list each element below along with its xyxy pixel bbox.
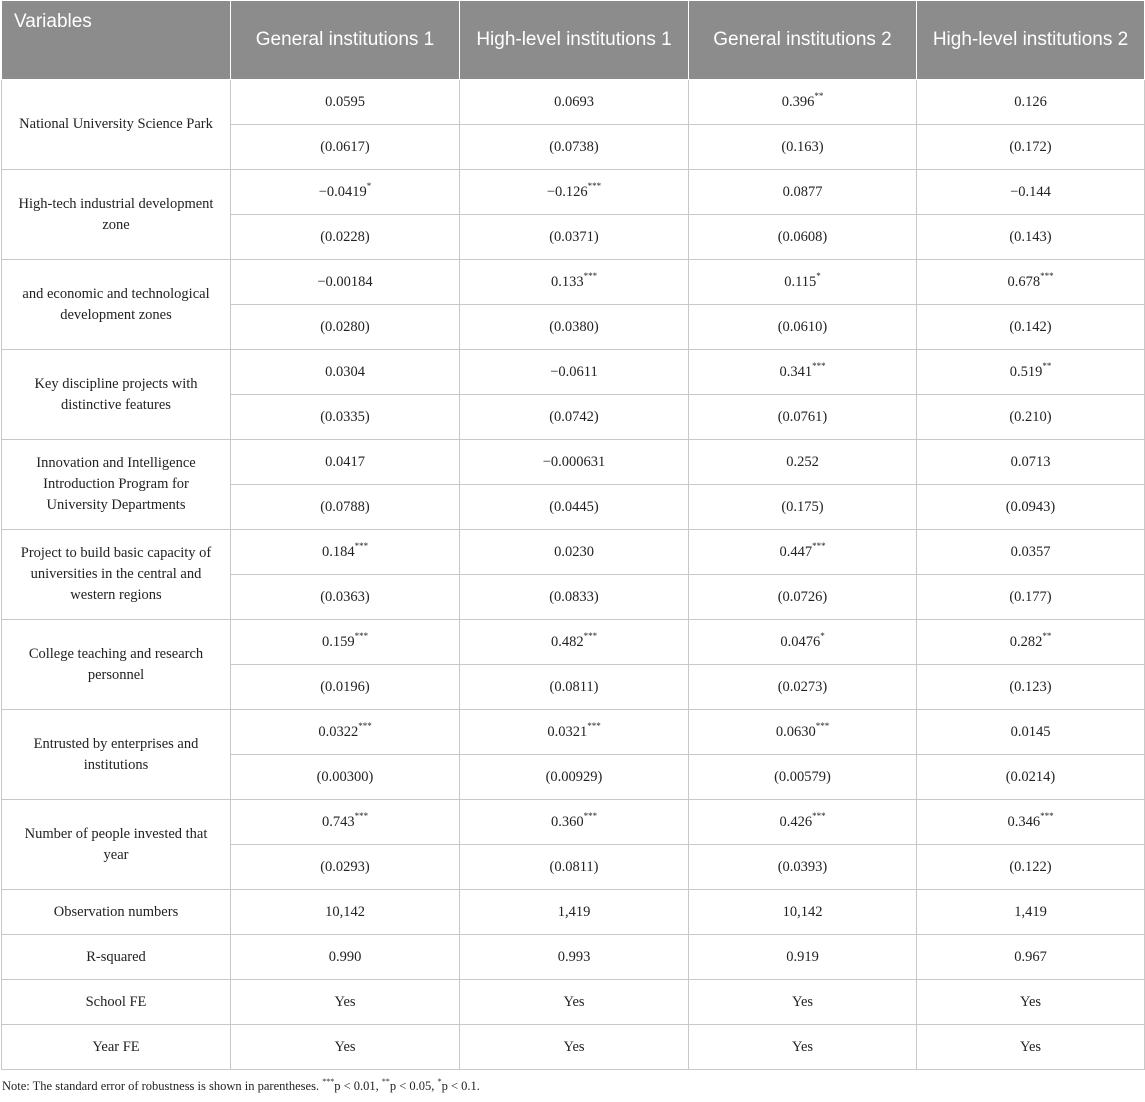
coefficient-value: 0.282 [1009, 633, 1043, 650]
coefficient-value: 0.0693 [554, 93, 594, 110]
standard-error-cell: (0.122) [917, 845, 1145, 890]
significance-stars: *** [1040, 270, 1054, 281]
coefficient-cell [460, 530, 689, 575]
coefficient-value: 0.252 [786, 453, 819, 470]
significance-stars: ** [1042, 630, 1052, 641]
coefficient-value: −0.0611 [550, 363, 598, 380]
standard-error-cell: (0.0811) [460, 665, 689, 710]
coefficient-value: −0.126 [546, 183, 588, 200]
standard-error-cell: (0.0610) [689, 305, 917, 350]
coefficient-cell [231, 800, 460, 845]
standard-error-cell: (0.0228) [231, 215, 460, 260]
statistic-value: Yes [460, 980, 689, 1025]
coefficient-cell [231, 620, 460, 665]
statistic-label: R-squared [2, 935, 231, 980]
statistic-value: Yes [460, 1025, 689, 1070]
significance-stars: *** [812, 540, 826, 551]
coefficient-value: 0.0713 [1010, 453, 1051, 470]
significance-stars: *** [812, 360, 826, 371]
standard-error-cell: (0.143) [917, 215, 1145, 260]
significance-stars: *** [354, 540, 369, 551]
note-sig-1: * [437, 1076, 442, 1086]
standard-error-cell: (0.0280) [231, 305, 460, 350]
coefficient-cell [231, 260, 460, 305]
coefficient-value: 0.159 [321, 633, 355, 650]
standard-error-cell: (0.00579) [689, 755, 917, 800]
standard-error-cell: (0.0742) [460, 395, 689, 440]
coefficient-value: 0.0322 [318, 723, 359, 740]
coefficient-cell [689, 80, 917, 125]
statistic-value: Yes [689, 980, 917, 1025]
standard-error-cell: (0.0788) [231, 485, 460, 530]
variable-label: Entrusted by enterprises and institutions [2, 710, 231, 800]
variable-label: College teaching and research personnel [2, 620, 231, 710]
standard-error-cell: (0.163) [689, 125, 917, 170]
statistic-row [2, 1025, 1145, 1070]
significance-stars: *** [358, 720, 372, 731]
coefficient-cell [460, 710, 689, 755]
standard-error-cell: (0.210) [917, 395, 1145, 440]
coefficient-cell [689, 170, 917, 215]
coefficient-row [2, 800, 1145, 845]
coefficient-value: 0.184 [321, 543, 355, 560]
standard-error-cell: (0.0726) [689, 575, 917, 620]
standard-error-cell: (0.0811) [460, 845, 689, 890]
significance-stars: *** [815, 720, 830, 731]
coefficient-cell [917, 170, 1145, 215]
coefficient-value: 0.0595 [325, 93, 365, 110]
header-general-institutions-2: General institutions 2 [689, 1, 917, 80]
coefficient-cell [689, 710, 917, 755]
coefficient-cell [917, 440, 1145, 485]
statistic-value: Yes [231, 1025, 460, 1070]
statistic-value: 0.967 [917, 935, 1145, 980]
statistic-value: 10,142 [231, 890, 460, 935]
standard-error-cell: (0.00929) [460, 755, 689, 800]
coefficient-value: 0.743 [321, 813, 355, 830]
significance-stars: ** [1042, 360, 1052, 371]
coefficient-value: −0.0419 [318, 183, 367, 200]
statistic-value: 0.990 [231, 935, 460, 980]
coefficient-value: −0.00184 [317, 273, 373, 290]
coefficient-cell [689, 800, 917, 845]
coefficient-row [2, 440, 1145, 485]
significance-stars: *** [583, 630, 598, 641]
significance-stars: *** [587, 180, 602, 191]
variable-label: National University Science Park [2, 80, 231, 170]
coefficient-value: 0.519 [1009, 363, 1043, 380]
coefficient-value: 0.0304 [325, 363, 365, 380]
coefficient-value: 0.0145 [1010, 723, 1051, 740]
statistic-value: 0.993 [460, 935, 689, 980]
standard-error-cell: (0.177) [917, 575, 1145, 620]
coefficient-cell [917, 530, 1145, 575]
coefficient-row [2, 170, 1145, 215]
significance-stars: * [366, 180, 372, 191]
standard-error-cell: (0.0738) [460, 125, 689, 170]
variable-label: High-tech industrial development zone [2, 170, 231, 260]
coefficient-cell [917, 620, 1145, 665]
statistic-value: Yes [917, 980, 1145, 1025]
standard-error-cell: (0.0445) [460, 485, 689, 530]
statistic-label: School FE [2, 980, 231, 1025]
coefficient-value: 0.346 [1007, 813, 1041, 830]
standard-error-cell: (0.0943) [917, 485, 1145, 530]
coefficient-value: 0.0630 [775, 723, 816, 740]
coefficient-cell [689, 620, 917, 665]
standard-error-cell: (0.123) [917, 665, 1145, 710]
significance-stars: *** [354, 630, 369, 641]
coefficient-value: −0.144 [1010, 183, 1051, 200]
statistic-row [2, 935, 1145, 980]
statistic-value: Yes [689, 1025, 917, 1070]
significance-stars: ** [814, 90, 824, 101]
significance-stars: * [816, 270, 821, 281]
standard-error-cell: (0.0380) [460, 305, 689, 350]
standard-error-cell: (0.0196) [231, 665, 460, 710]
coefficient-row [2, 710, 1145, 755]
coefficient-value: −0.000631 [542, 453, 606, 470]
significance-stars: * [820, 630, 825, 641]
standard-error-cell: (0.142) [917, 305, 1145, 350]
statistic-value: 0.919 [689, 935, 917, 980]
standard-error-cell: (0.0273) [689, 665, 917, 710]
coefficient-value: 0.678 [1007, 273, 1041, 290]
statistic-label: Year FE [2, 1025, 231, 1070]
coefficient-cell [231, 170, 460, 215]
header-high-level-institutions-2: High-level institutions 2 [917, 1, 1145, 80]
standard-error-cell: (0.0363) [231, 575, 460, 620]
table-note [2, 1076, 1145, 1094]
coefficient-cell [231, 710, 460, 755]
header-high-level-institutions-1: High-level institutions 1 [460, 1, 689, 80]
statistic-value: 10,142 [689, 890, 917, 935]
note-p01: p < 0.1. [441, 1079, 480, 1093]
coefficient-cell [460, 620, 689, 665]
significance-stars: *** [583, 810, 598, 821]
significance-stars: *** [587, 720, 601, 731]
table-body [2, 80, 1145, 1070]
coefficient-cell [460, 170, 689, 215]
coefficient-cell [231, 350, 460, 395]
coefficient-cell [917, 260, 1145, 305]
coefficient-cell [689, 440, 917, 485]
coefficient-cell [689, 530, 917, 575]
standard-error-cell: (0.0833) [460, 575, 689, 620]
coefficient-cell [231, 440, 460, 485]
coefficient-cell [231, 530, 460, 575]
standard-error-cell: (0.172) [917, 125, 1145, 170]
coefficient-value: 0.0230 [554, 543, 594, 560]
coefficient-value: 0.341 [779, 363, 813, 380]
coefficient-row [2, 260, 1145, 305]
coefficient-cell [917, 80, 1145, 125]
coefficient-row [2, 80, 1145, 125]
note-p005: p < 0.05, [389, 1079, 435, 1093]
header-variables: Variables [2, 1, 231, 80]
coefficient-value: 0.115 [784, 273, 817, 290]
statistic-value: 1,419 [460, 890, 689, 935]
standard-error-cell: (0.0761) [689, 395, 917, 440]
statistic-row [2, 890, 1145, 935]
standard-error-cell: (0.0617) [231, 125, 460, 170]
header-row [2, 1, 1145, 80]
standard-error-cell: (0.0608) [689, 215, 917, 260]
note-sig-2: ** [381, 1076, 390, 1086]
coefficient-row [2, 350, 1145, 395]
significance-stars: *** [354, 810, 369, 821]
coefficient-cell [460, 440, 689, 485]
coefficient-cell [231, 80, 460, 125]
standard-error-cell: (0.0371) [460, 215, 689, 260]
statistic-value: 1,419 [917, 890, 1145, 935]
coefficient-value: 0.0476 [780, 633, 821, 650]
significance-stars: *** [812, 810, 826, 821]
statistic-value: Yes [231, 980, 460, 1025]
standard-error-cell: (0.175) [689, 485, 917, 530]
variable-label: Key discipline projects with distinctive features [2, 350, 231, 440]
statistic-row [2, 980, 1145, 1025]
coefficient-value: 0.0321 [547, 723, 588, 740]
coefficient-value: 0.126 [1014, 93, 1047, 110]
note-sig-3: *** [322, 1076, 335, 1086]
standard-error-cell: (0.0335) [231, 395, 460, 440]
coefficient-value: 0.133 [550, 273, 584, 290]
coefficient-cell [460, 80, 689, 125]
coefficient-cell [917, 710, 1145, 755]
note-lead: Note: The standard error of robustness is shown in parentheses. [2, 1079, 320, 1093]
regression-table [1, 0, 1145, 1070]
coefficient-value: 0.396 [781, 93, 815, 110]
standard-error-cell: (0.0393) [689, 845, 917, 890]
coefficient-value: 0.360 [550, 813, 584, 830]
variable-label: and economic and technological development zones [2, 260, 231, 350]
coefficient-cell [689, 350, 917, 395]
coefficient-value: 0.482 [550, 633, 584, 650]
coefficient-cell [460, 260, 689, 305]
standard-error-cell: (0.00300) [231, 755, 460, 800]
note-p001: p < 0.01, [334, 1079, 379, 1093]
coefficient-cell [917, 800, 1145, 845]
coefficient-value: 0.426 [779, 813, 813, 830]
coefficient-value: 0.0877 [782, 183, 823, 200]
variable-label: Number of people invested that year [2, 800, 231, 890]
coefficient-value: 0.0417 [325, 453, 365, 470]
coefficient-row [2, 620, 1145, 665]
coefficient-cell [917, 350, 1145, 395]
significance-stars: *** [583, 270, 598, 281]
standard-error-cell: (0.0214) [917, 755, 1145, 800]
coefficient-cell [460, 350, 689, 395]
coefficient-row [2, 530, 1145, 575]
variable-label: Project to build basic capacity of universities in the central and western regions [2, 530, 231, 620]
variable-label: Innovation and Intelligence Introduction Program for University Departments [2, 440, 231, 530]
coefficient-value: 0.447 [779, 543, 813, 560]
coefficient-value: 0.0357 [1010, 543, 1051, 560]
coefficient-cell [689, 260, 917, 305]
statistic-label: Observation numbers [2, 890, 231, 935]
header-general-institutions-1: General institutions 1 [231, 1, 460, 80]
coefficient-cell [460, 800, 689, 845]
significance-stars: *** [1040, 810, 1054, 821]
statistic-value: Yes [917, 1025, 1145, 1070]
standard-error-cell: (0.0293) [231, 845, 460, 890]
